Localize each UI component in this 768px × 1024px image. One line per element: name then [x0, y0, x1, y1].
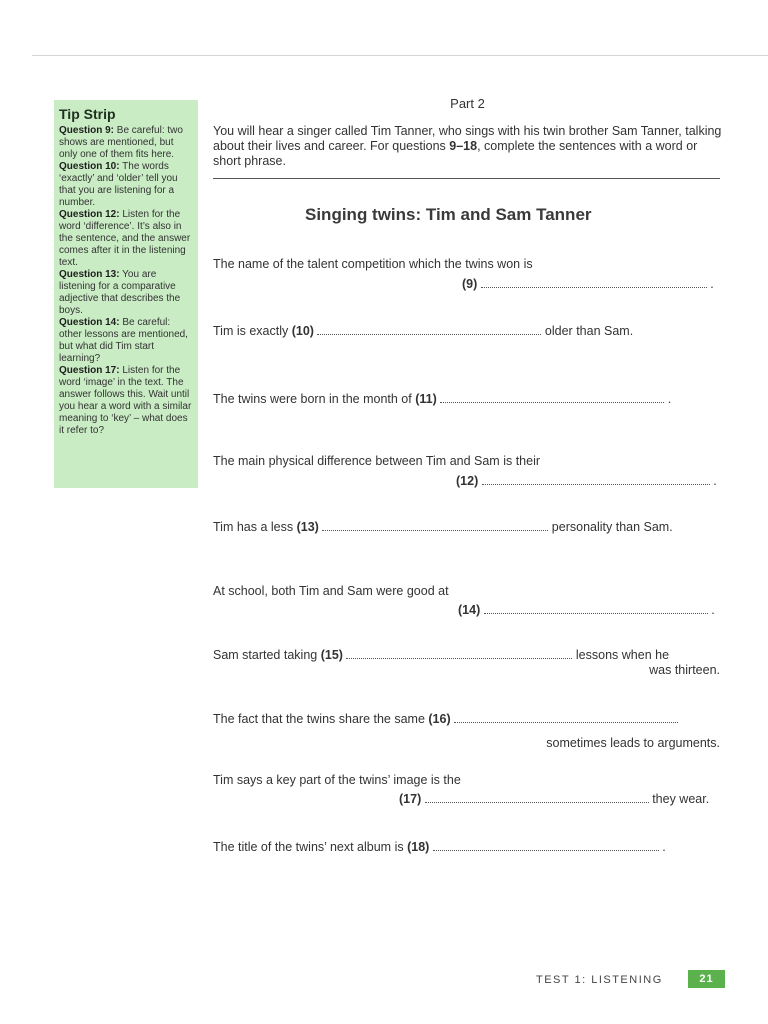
question-10: Tim is exactly (10) older than Sam. [213, 324, 634, 338]
question-16: The fact that the twins share the same (16) [213, 712, 678, 726]
question-13: Tim has a less (13) personality than Sam. [213, 520, 673, 534]
question-12-answer-line: (12) . [456, 474, 717, 488]
question-9-text: The name of the talent competition which the twins won is [213, 257, 533, 271]
answer-blank-10[interactable] [317, 324, 541, 335]
tip-strip-title: Tip Strip [59, 106, 116, 122]
question-15: Sam started taking (15) lessons when he [213, 648, 670, 662]
question-16-continuation: sometimes leads to arguments. [546, 736, 720, 750]
answer-blank-14[interactable] [484, 603, 708, 614]
question-18: The title of the twins’ next album is (18) . [213, 840, 666, 854]
tip-question-14: Question 14: Be careful: other lessons are mentioned, but what did Tim start learning? [59, 317, 188, 364]
question-11: The twins were born in the month of (11) . [213, 392, 672, 406]
question-17-answer-line: (17) they wear. [399, 792, 710, 806]
tip-question-9: Question 9: Be careful: two shows are mentioned, but only one of them fits here. [59, 125, 183, 160]
answer-blank-16[interactable] [454, 712, 678, 723]
question-15-continuation: was thirteen. [649, 663, 720, 677]
question-12-text: The main physical difference between Tim and Sam is their [213, 454, 541, 468]
answer-blank-12[interactable] [482, 474, 710, 485]
answer-blank-11[interactable] [440, 392, 664, 403]
question-17-text: Tim says a key part of the twins’ image is the [213, 773, 461, 787]
tip-question-17: Question 17: Listen for the word ‘image’ in the text. The answer follows this. Wait until you hear a word with a similar meaning to ‘key’ – what does it refer to? [59, 365, 192, 436]
tip-question-12: Question 12: Listen for the word ‘difference’. It’s also in the sentence, and the answer comes after it in the listening text. [59, 209, 191, 268]
tip-question-10: Question 10: The words ‘exactly’ and ‘older’ tell you that you are listening for a number. [59, 161, 178, 208]
answer-blank-9[interactable] [481, 277, 707, 288]
instructions: You will hear a singer called Tim Tanner, who sings with his twin brother Sam Tanner, talking about their lives and career. For questions 9–18, complete the sentences with a word or short phrase. [213, 124, 722, 168]
tip-strip [54, 100, 198, 488]
part-heading: Part 2 [450, 96, 485, 111]
top-divider [32, 55, 768, 56]
answer-blank-18[interactable] [433, 840, 659, 851]
page-number: 21 [688, 970, 725, 988]
footer-label: TEST 1: LISTENING [536, 974, 663, 986]
tip-question-13: Question 13: You are listening for a comparative adjective that describes the boys. [59, 269, 181, 316]
question-9-answer-line: (9) . [462, 277, 714, 291]
question-14-text: At school, both Tim and Sam were good at [213, 584, 449, 598]
instructions-divider [213, 178, 720, 179]
page-title: Singing twins: Tim and Sam Tanner [305, 205, 592, 224]
answer-blank-17[interactable] [425, 792, 649, 803]
answer-blank-15[interactable] [346, 648, 572, 659]
question-14-answer-line: (14) . [458, 603, 715, 617]
answer-blank-13[interactable] [322, 520, 548, 531]
